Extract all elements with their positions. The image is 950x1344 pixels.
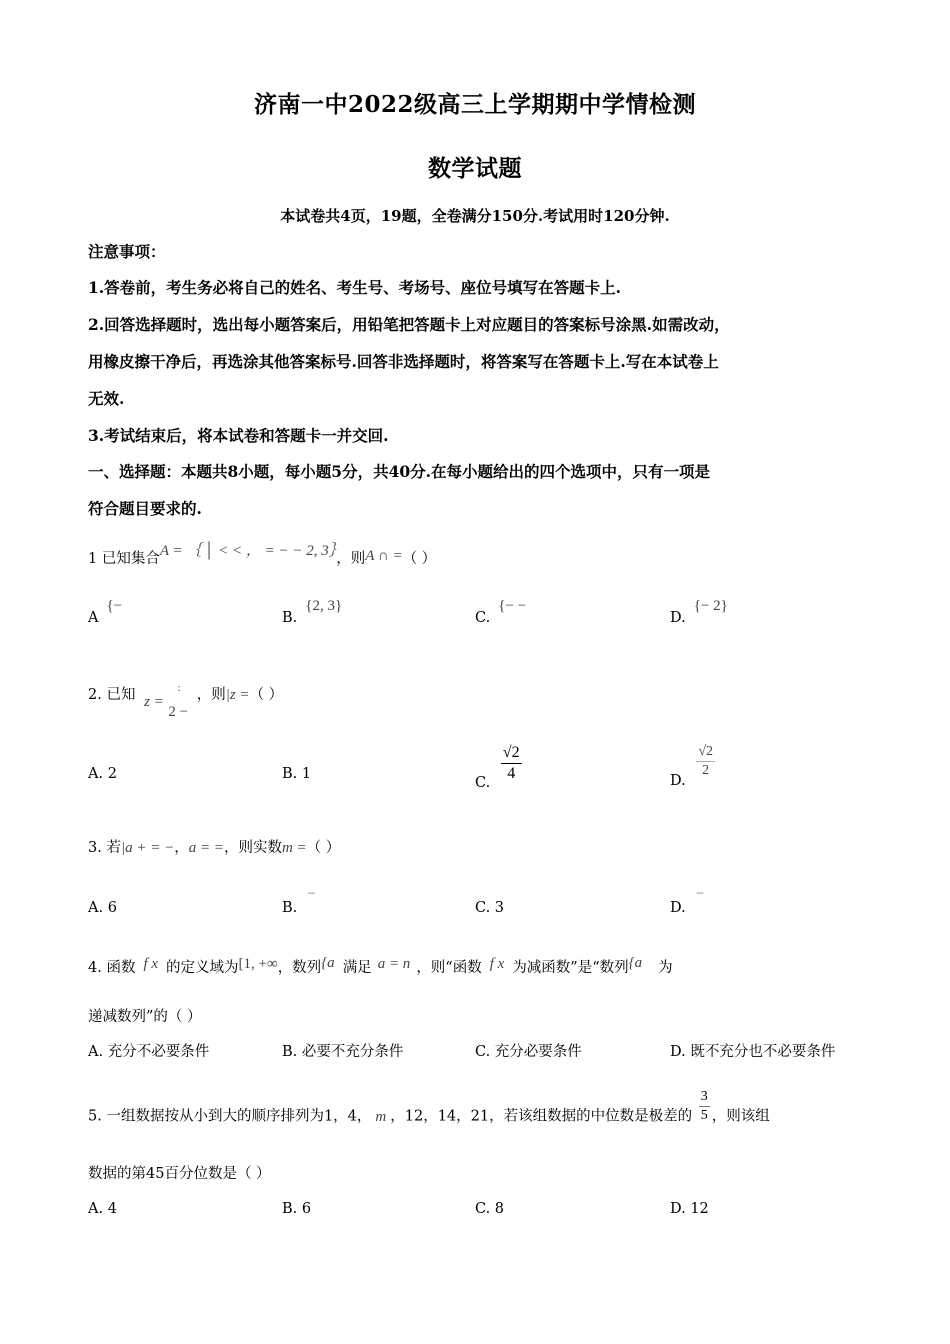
q5-var: m: [375, 1108, 387, 1125]
q4-option-d-value: 既不充分也不必要条件: [690, 1044, 836, 1060]
question-5-line-2: 数据的第45百分位数是（ ）: [88, 1166, 271, 1182]
q3-option-b: [282, 886, 316, 918]
q3-mid: ，则实数: [223, 840, 282, 856]
question-4-line-2: 递减数列”的（ ）: [88, 1009, 202, 1025]
q3-option-a: [88, 898, 117, 918]
section-1-line-2: 符合题目要求的.: [88, 499, 202, 518]
q5-option-b-value: 6: [301, 1201, 312, 1217]
q4-seq-2: {a: [628, 955, 643, 971]
q3-prefix: 3. 若: [88, 840, 121, 856]
q2-option-a-label: A.: [88, 766, 104, 782]
q5-text-1: ，12，14，21，若该组数据的中位数是极差的: [390, 1108, 693, 1125]
q2-option-b: [282, 764, 311, 784]
q1-option-b: [282, 598, 343, 628]
q4-rule: a = n: [377, 956, 411, 972]
q4-text-6: 为: [658, 960, 673, 976]
q2-expr-den: 2 −: [168, 704, 189, 720]
q2-option-c-fraction: [501, 745, 522, 782]
question-4: [88, 955, 868, 978]
q2-option-c-label: C.: [475, 774, 491, 791]
q4-option-c-label: C.: [475, 1044, 491, 1060]
q1-mid: ，则: [336, 551, 366, 567]
q1-option-c-label: C.: [475, 610, 491, 626]
q3-option-a-label: A.: [88, 900, 104, 916]
q2-expr-top: :: [177, 682, 181, 694]
q5-fraction: [699, 1090, 710, 1123]
q2-option-d-label: D.: [670, 772, 686, 789]
q5-fraction-denominator: 5: [700, 1108, 708, 1123]
q1-option-d-label: D.: [670, 610, 686, 626]
question-1: [88, 543, 868, 569]
q3-option-b-label: B.: [282, 900, 298, 916]
q1-option-a-value: {−: [106, 598, 123, 614]
q4-option-a: [88, 1042, 209, 1062]
q1-option-d: [670, 598, 728, 628]
q2-option-b-label: B.: [282, 766, 298, 782]
q5-option-d-label: D.: [670, 1201, 686, 1217]
q5-option-c-label: C.: [475, 1201, 491, 1217]
q1-option-d-value: {− 2}: [693, 598, 728, 614]
q2-option-d-denominator: 2: [702, 763, 710, 778]
q4-prefix: 4. 函数: [88, 960, 136, 976]
q2-option-d: [670, 744, 715, 789]
q1-set-a: A = ｛ │ < < ， = − − 2, 3｝: [159, 543, 337, 559]
q2-option-a: [88, 764, 117, 784]
notice-item-2-line-3: 无效.: [88, 389, 125, 408]
q2-prefix: 2. 已知: [88, 687, 136, 703]
q5-option-b-label: B.: [282, 1201, 298, 1217]
q4-option-a-value: 充分不必要条件: [107, 1044, 210, 1060]
q5-option-c: [475, 1199, 504, 1219]
q1-option-a: [88, 598, 123, 628]
q4-text-2: ，数列: [277, 960, 322, 976]
notice-item-2-line-2: 用橡皮擦干净后，再选涂其他答案标号.回答非选择题时，将答案写在答题卡上.写在本试卷上: [88, 352, 719, 371]
q2-option-d-fraction: [696, 745, 715, 778]
q3-option-a-value: 6: [107, 900, 117, 916]
q4-fx-2: f x: [489, 956, 505, 972]
question-2: [88, 681, 868, 720]
q1-option-b-value: {2, 3}: [305, 598, 343, 614]
notice-item-3: 3.考试结束后，将本试卷和答题卡一并交回.: [88, 426, 389, 445]
q3-option-d: [670, 886, 705, 918]
q3-expr-2: a = =: [188, 840, 224, 856]
q1-option-a-label: A: [88, 610, 99, 626]
question-3: [88, 838, 868, 858]
q2-mid: ，则: [196, 687, 226, 703]
q4-fx: f x: [143, 956, 159, 972]
q3-expr-1: |a + = −: [120, 840, 175, 856]
q4-option-c-value: 充分必要条件: [494, 1044, 582, 1060]
question-5: [88, 1089, 868, 1133]
q1-option-c: [475, 598, 527, 628]
q4-option-c: [475, 1042, 582, 1062]
q1-expr: A ∩ =: [365, 548, 403, 564]
q5-option-b: [282, 1199, 311, 1219]
q4-text-5: 为减函数”是“数列: [512, 960, 629, 976]
q3-sep: ，: [174, 840, 189, 856]
exam-info: 本试卷共4页，19题，全卷满分150分.考试用时120分钟.: [280, 207, 670, 225]
q2-option-c: [475, 744, 522, 791]
q4-text-1: 的定义域为: [166, 960, 239, 976]
q3-option-c-label: C.: [475, 900, 491, 916]
exam-title: 济南一中2022级高三上学期期中学情检测: [253, 91, 696, 118]
q5-option-d: [670, 1199, 709, 1219]
q2-expr-z: z =: [144, 694, 164, 710]
q3-paren: （ ）: [306, 840, 341, 856]
q5-option-a-label: A.: [88, 1201, 104, 1217]
q4-domain: [1, +∞: [238, 956, 278, 972]
q3-option-d-value: −: [695, 886, 705, 902]
q5-text-2: ，则该组: [711, 1108, 770, 1125]
exam-subtitle: 数学试题: [428, 155, 522, 182]
q4-option-d-label: D.: [670, 1044, 686, 1060]
q2-option-d-numerator: √2: [696, 745, 715, 762]
q3-option-c-value: 3: [494, 900, 505, 916]
notice-item-2-line-1: 2.回答选择题时，选出每小题答案后，用铅笔把答题卡上对应题目的答案标号涂黑.如需改动，: [88, 315, 730, 334]
section-1-line-1: 一、选择题：本题共8小题，每小题5分，共40分.在每小题给出的四个选项中，只有一项是: [88, 462, 711, 481]
notice-heading: 注意事项：: [88, 242, 166, 261]
q3-option-c: [475, 898, 504, 918]
notice-item-1: 1.答卷前，考生务必将自己的姓名、考生号、考场号、座位号填写在答题卡上.: [88, 278, 622, 297]
q2-paren: （ ）: [249, 687, 284, 703]
q5-option-a-value: 4: [107, 1201, 117, 1217]
q2-option-a-value: 2: [107, 766, 117, 782]
q4-option-b-label: B.: [282, 1044, 298, 1060]
q5-option-d-value: 12: [690, 1201, 709, 1217]
q2-option-c-denominator: 4: [507, 765, 516, 782]
q2-abs: |z =: [225, 687, 250, 703]
q2-expr: [144, 681, 189, 720]
q4-option-b-value: 必要不充分条件: [301, 1044, 404, 1060]
q1-option-b-label: B.: [282, 610, 298, 626]
q1-prefix: 1 已知集合: [88, 551, 160, 567]
q4-option-d: [670, 1042, 835, 1062]
q5-option-a: [88, 1199, 117, 1219]
q3-option-b-value: −: [307, 886, 316, 902]
q1-paren: （ ）: [402, 551, 437, 567]
q4-text-4: ，则“函数: [416, 960, 482, 976]
q4-text-3: 满足: [342, 960, 372, 976]
q3-option-d-label: D.: [670, 900, 686, 916]
q4-option-b: [282, 1042, 403, 1062]
q5-prefix: 5. 一组数据按从小到大的顺序排列为1，4，: [88, 1108, 372, 1125]
q1-option-c-value: {− −: [498, 598, 527, 614]
q2-option-b-value: 1: [301, 766, 312, 782]
q5-option-c-value: 8: [494, 1201, 505, 1217]
q5-fraction-numerator: 3: [699, 1090, 710, 1107]
q3-var: m =: [281, 840, 307, 856]
q4-option-a-label: A.: [88, 1044, 104, 1060]
q2-option-c-numerator: √2: [501, 745, 522, 764]
q4-seq: {a: [321, 955, 335, 971]
